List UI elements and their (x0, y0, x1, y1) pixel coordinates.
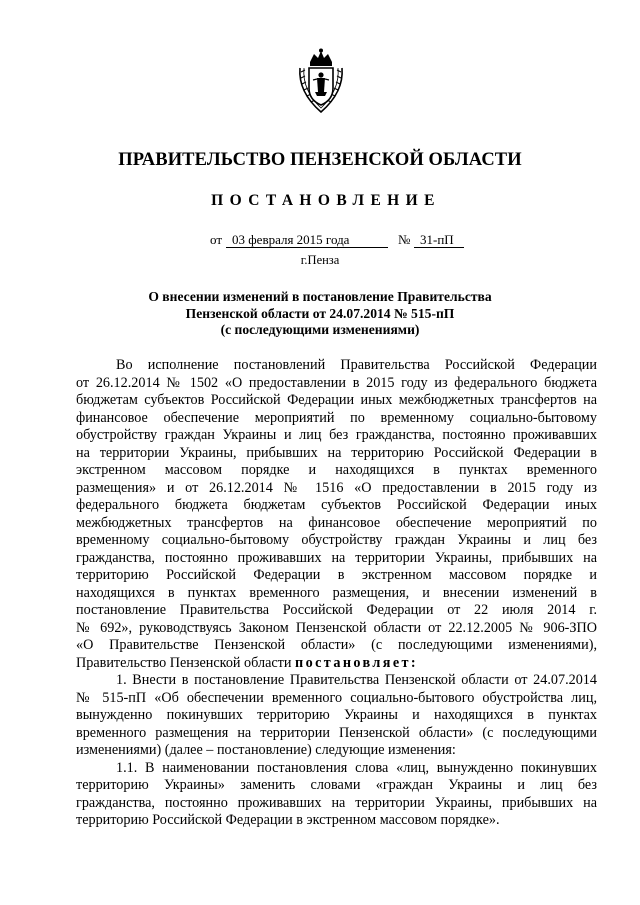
text-line: территорию Украины» заменить словами «граждан Украины и лиц без (76, 777, 597, 793)
text-line: гражданства, постоянно проживавших на территории Украины, прибывших на (76, 794, 597, 811)
text-line: территорию Российской Федерации в экстренном массовом порядке и (76, 567, 597, 583)
text-line: федерального бюджета бюджетам субъектов Российской Федерации иных (76, 497, 597, 513)
organization-title: ПРАВИТЕЛЬСТВО ПЕНЗЕНСКОЙ ОБЛАСТИ (118, 150, 522, 170)
text-line: 1. Внести в постановление Правительства Пензенской области от 24.07.2014 (116, 672, 597, 688)
text-line: временному социально-бытовому обустройству граждан Украины и лиц без (76, 532, 597, 548)
text-line: гражданства, постоянно проживавших на территории Украины, прибывших на (76, 549, 597, 566)
text-line: вынужденно покинувших территорию Украины и находящихся в пунктах (76, 707, 597, 723)
document-type: ПОСТАНОВЛЕНИЕ (211, 192, 441, 209)
text-line: межбюджетных трансфертов на финансовое обеспечение мероприятий по (76, 514, 597, 531)
heading-line: Пензенской области от 24.07.2014 № 515-пП (185, 305, 455, 321)
text-line: экстренном массовом порядке и находящихся в пунктах временного (76, 462, 597, 478)
text-line: 1.1. В наименовании постановления слова «лиц, вынужденно покинувших (116, 759, 597, 776)
number-prefix: № (398, 232, 411, 247)
date-prefix: от (210, 232, 223, 247)
text-line: временного размещения на территории Пензенской области» (с последующими (76, 724, 597, 741)
text-line: изменениями) (далее – постановление) следующие изменения: (76, 742, 456, 758)
text-line: финансовое обеспечение мероприятий по временному социально-бытовому (76, 409, 597, 426)
text-line: территорию Российской Федерации в экстренном массовом порядке». (76, 812, 500, 828)
text-line: на территории Украины, прибывших на территорию Российской Федерации в (76, 444, 597, 461)
text-line: находящихся в пунктах временного размещения, и внесении изменений в (76, 584, 597, 601)
penza-region-coat-of-arms-icon (296, 48, 346, 114)
document-date: 03 февраля 2015 года (232, 232, 350, 247)
text-line: размещения» и от 26.12.2014 № 1516 «О предоставлении в 2015 году из (76, 479, 597, 496)
text-line: «О Правительстве Пензенской области» (с последующими изменениями), (76, 637, 597, 653)
document-body (76, 357, 597, 830)
city-name: г.Пенза (300, 253, 340, 267)
text-line: бюджетам субъектов Российской Федерации иных межбюджетных трансфертов на (76, 392, 597, 408)
resolves-keyword: постановляет: (295, 654, 419, 671)
document-number: 31-пП (420, 232, 454, 247)
text-line (76, 655, 597, 673)
text-line: № 692», руководствуясь Законом Пензенской области от 22.12.2005 № 906-ЗПО (76, 619, 597, 636)
text-line: Во исполнение постановлений Правительства Российской Федерации (116, 357, 597, 373)
text-line: постановление Правительства Российской Федерации от 22 июля 2014 г. (76, 602, 597, 618)
heading-line: О внесении изменений в постановление Правительства (148, 289, 492, 304)
text-fragment: Правительство Пензенской области (76, 654, 296, 671)
document-heading (60, 289, 580, 339)
heading-line: (с последующими изменениями) (220, 322, 420, 337)
text-line: обустройству граждан Украины и лиц без гражданства, постоянно проживавших (76, 427, 597, 443)
text-line: № 515-пП «Об обеспечении временного социально-бытового обустройства лиц, (76, 689, 597, 706)
text-line: от 26.12.2014 № 1502 «О предоставлении в 2015 году из федерального бюджета (76, 374, 597, 391)
